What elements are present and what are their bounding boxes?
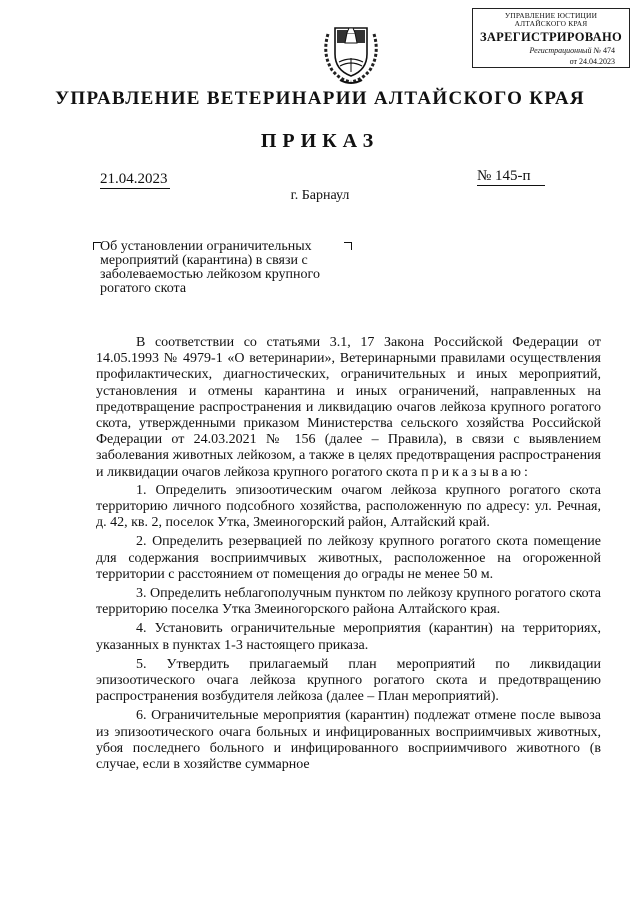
registration-stamp <box>472 8 630 68</box>
order-item-6: 6. Ограничительные мероприятия (карантин) подлежат отмене после вывоза из эпизоотического очага больных и инфицированных восприимчивых животных, убоя последнего больного и инфицированного восприимчивого животного (в случае, если в хозяйстве суммарное <box>96 708 601 773</box>
stamp-reg-label: Регистрационный № <box>529 46 601 55</box>
stamp-date-line <box>473 57 629 66</box>
organization-title: УПРАВЛЕНИЕ ВЕТЕРИНАРИИ АЛТАЙСКОГО КРАЯ <box>55 88 585 109</box>
order-word: приказываю <box>421 464 524 480</box>
document-subject: Об установлении ограничительных мероприятий (карантина) в связи с заболеваемостью лейкозом крупного рогатого скота <box>100 239 320 296</box>
stamp-org-line1: УПРАВЛЕНИЕ ЮСТИЦИИ <box>504 11 598 20</box>
coat-of-arms-icon <box>318 14 384 86</box>
preamble-text: В соответствии со статьями 3.1, 17 Закона Российской Федерации от 14.05.1993 № 4979-1 «О ветеринарии», Ветеринарными правилами осуществления профилактических, диагностических, ограничительных и иных мероприятий, установления и отмены карантина и иных ограничений, направленных на предотвращение распространения и ликвидацию очагов лейкоза крупного рогатого скота, утвержденными приказом Министерства сельского хозяйства Российской Федерации от 24.03.2021 № 156 (далее – Правила), в связи с выявлением заболевания животных лейкозом, а также в целях предотвращения распространения и ликвидации очагов лейкоза крупного рогатого скота <box>96 335 601 480</box>
document-type: ПРИКАЗ <box>260 130 380 152</box>
document-number: № 145-п <box>477 168 545 186</box>
stamp-org-line2: АЛТАЙСКОГО КРАЯ <box>514 19 588 28</box>
order-item-1: 1. Определить эпизоотическим очагом лейкоза крупного рогатого скота территорию личного подсобного хозяйства, расположенную по адресу: ул. Речная, д. 42, кв. 2, поселок Утка, Змеиногорский район, Алтайский край. <box>96 482 601 531</box>
order-item-5: 5. Утвердить прилагаемый план мероприятий по ликвидации эпизоотического очага лейкоза крупного рогатого скота и предотвращению распространения возбудителя лейкоза (далее – План мероприятий). <box>96 656 601 705</box>
stamp-status: ЗАРЕГИСТРИРОВАНО <box>479 30 623 44</box>
stamp-organization <box>473 9 629 28</box>
order-item-4: 4. Установить ограничительные мероприятия (карантин) на территориях, указанных в пунктах 1-3 настоящего приказа. <box>96 621 601 653</box>
stamp-date: 24.04.2023 <box>579 57 615 66</box>
document-city: г. Барнаул <box>290 188 350 203</box>
stamp-reg-number: 474 <box>603 46 615 55</box>
order-item-3: 3. Определить неблагополучным пунктом по лейкозу крупного рогатого скота территорию поселка Утка Змеиногорского района Алтайского края. <box>96 586 601 618</box>
order-item-2: 2. Определить резервацией по лейкозу крупного рогатого скота помещение для содержания восприимчивых животных, расположенное на огороженной территории с расстоянием от помещения до ограды не менее 50 м. <box>96 534 601 582</box>
document-date: 21.04.2023 <box>100 171 168 187</box>
stamp-registration <box>473 46 629 55</box>
stamp-date-label: от <box>569 57 577 66</box>
document-body <box>96 335 601 776</box>
preamble-paragraph: В соответствии со статьями 3.1, 17 Закона Российской Федерации от 14.05.1993 № 4979-1 «О ветеринарии», Ветеринарными правилами осуществления профилактических, диагностических, ограничительных и иных мероприятий, установления и отмены карантина и иных ограничений, направленных на предотвращение распространения и ликвидацию очагов лейкоза крупного рогатого скота, утвержденными приказом Министерства сельского хозяйства Российской Федерации от 24.03.2021 № 156 (далее – Правила), в связи с выявлением заболевания животных лейкозом, а также в целях предотвращения распространения и ликвидации очагов лейкоза крупного рогатого скота приказываю: <box>96 335 601 480</box>
